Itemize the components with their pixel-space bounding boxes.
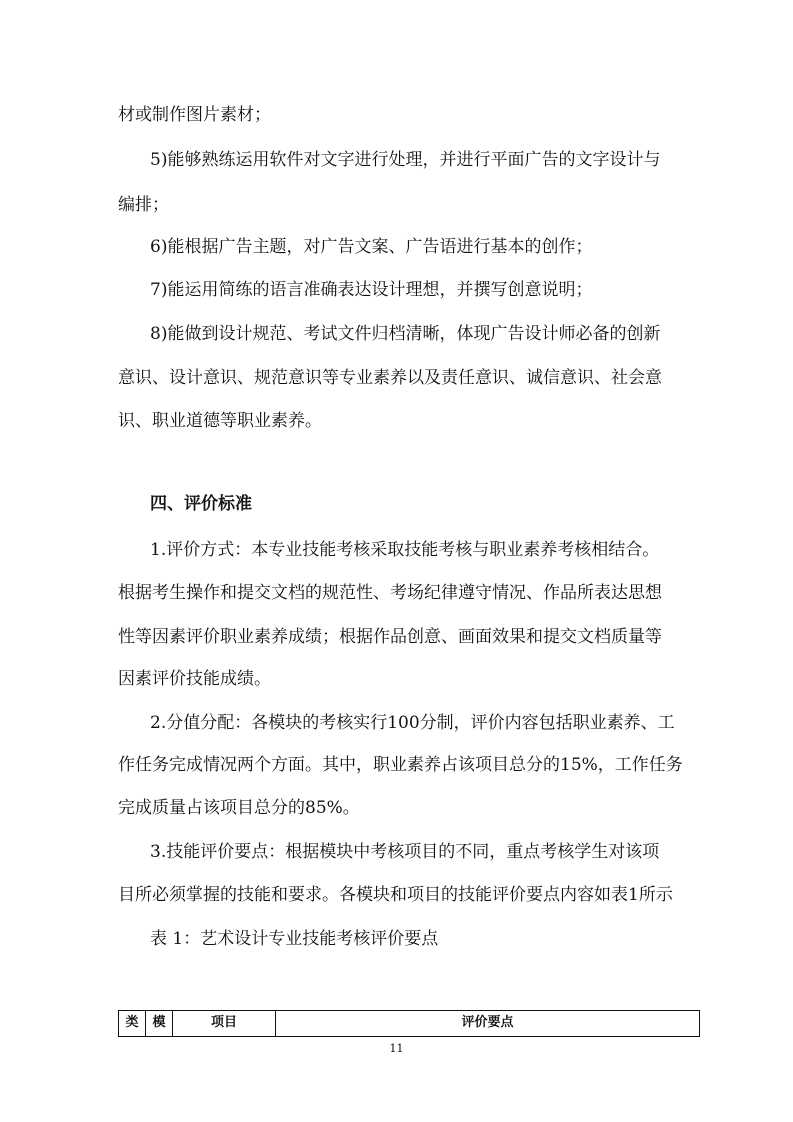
table-header-cell: 类 xyxy=(119,1011,146,1037)
body-text-line: 性等因素评价职业素养成绩；根据作品创意、画面效果和提交文档质量等 xyxy=(118,627,662,647)
page-number: 11 xyxy=(389,1042,404,1055)
body-text-line: 识、职业道德等职业素养。 xyxy=(118,411,322,431)
body-text-line: 1.评价方式：本专业技能考核采取技能考核与职业素养考核相结合。 xyxy=(150,540,660,560)
section-heading: 四、评价标准 xyxy=(150,494,252,514)
body-text-line: 8)能做到设计规范、考试文件归档清晰，体现广告设计师必备的创新 xyxy=(150,324,661,344)
body-text-line: 材或制作图片素材； xyxy=(118,105,271,125)
body-text-line: 目所必须掌握的技能和要求。各模块和项目的技能评价要点内容如表1所示 xyxy=(118,885,673,905)
table-header-row xyxy=(119,1011,700,1037)
evaluation-table xyxy=(118,1010,700,1037)
table-header-cell: 评价要点 xyxy=(276,1011,700,1037)
body-text-line: 7)能运用简练的语言准确表达设计理想，并撰写创意说明； xyxy=(150,280,593,300)
body-text-line: 根据考生操作和提交文档的规范性、考场纪律遵守情况、作品所表达思想 xyxy=(118,583,662,603)
body-text-line: 6)能根据广告主题，对广告文案、广告语进行基本的创作； xyxy=(150,237,593,257)
body-text-line: 完成质量占该项目总分的85%。 xyxy=(118,798,360,818)
body-text-line: 5)能够熟练运用软件对文字进行处理，并进行平面广告的文字设计与 xyxy=(150,150,661,170)
table-header-cell: 模 xyxy=(146,1011,173,1037)
body-text-line: 2.分值分配：各模块的考核实行100分制，评价内容包括职业素养、工 xyxy=(150,713,675,733)
body-text-line: 意识、设计意识、规范意识等专业素养以及责任意识、诚信意识、社会意 xyxy=(118,368,662,388)
table-caption: 表 1：艺术设计专业技能考核评价要点 xyxy=(150,929,439,949)
body-text-line: 3.技能评价要点：根据模块中考核项目的不同，重点考核学生对该项 xyxy=(150,842,660,862)
body-text-line: 作任务完成情况两个方面。其中，职业素养占该项目总分的15%，工作任务 xyxy=(118,755,683,775)
table-header-cell: 项目 xyxy=(173,1011,276,1037)
body-text-line: 因素评价技能成绩。 xyxy=(118,669,271,689)
body-text-line: 编排； xyxy=(118,195,169,215)
